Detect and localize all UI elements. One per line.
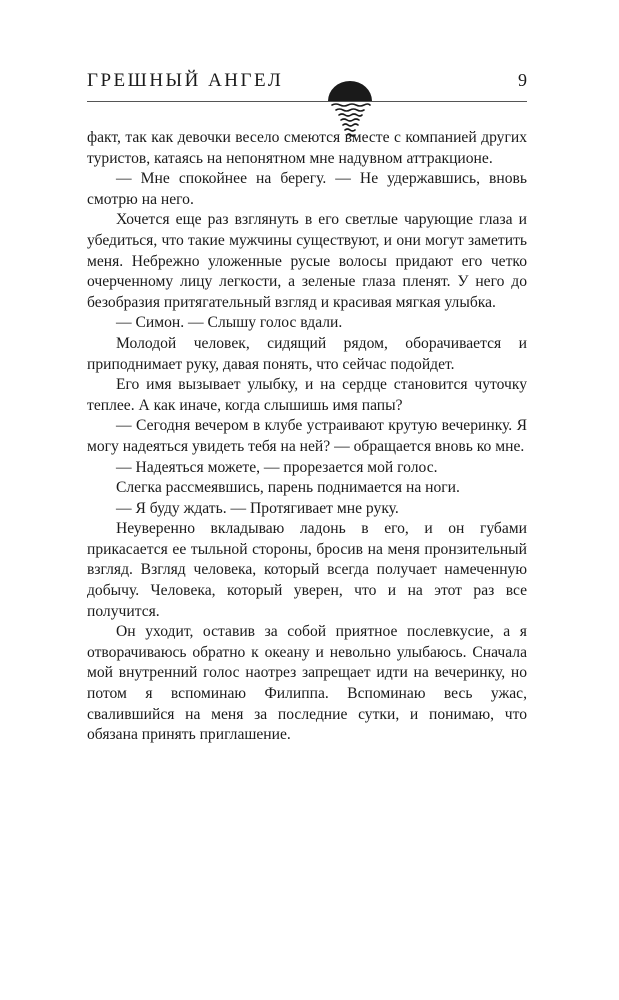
paragraph: Хочется еще раз взглянуть в его светлые чарующие глаза и убедиться, что такие мужчины существуют, и они могут заметить меня. Небрежно уложенные русые волосы придают его четко очерченному лицу легкости, а зеленые глаза пленят. У него до безобразия притягательный взгляд и красивая мягкая улыбка. xyxy=(87,211,527,311)
paragraph: Он уходит, оставив за собой приятное послевкусие, а я отворачиваюсь обратно к океану и невольно улыбаюсь. Сначала мой внутренний голос наотрез запрещает идти на вечеринку, но потом я вспоминаю Филиппа. Вспоминаю весь ужас, свалившийся на меня за последние сутки, и понимаю, что обязана принять приглашение. xyxy=(87,623,527,744)
running-title: ГРЕШНЫЙ АНГЕЛ xyxy=(87,70,284,91)
paragraph: — Мне спокойнее на берегу. — Не удержавшись, вновь смотрю на него. xyxy=(87,170,527,208)
header-rule xyxy=(87,101,527,102)
paragraph: — Надеяться можете, — прорезается мой голос. xyxy=(116,458,438,476)
running-header xyxy=(87,70,527,100)
page-number: 9 xyxy=(518,70,527,90)
paragraph: Его имя вызывает улыбку, и на сердце становится чуточку теплее. А как иначе, когда слышишь имя папы? xyxy=(87,376,527,414)
paragraph: — Я буду ждать. — Протягивает мне руку. xyxy=(116,499,399,517)
paragraph: — Сегодня вечером в клубе устраивают крутую вечеринку. Я могу надеяться увидеть тебя на ней? — обращается вновь ко мне. xyxy=(87,417,527,455)
paragraph: факт, так как девочки весело смеются вместе с компанией других туристов, катаясь на непонятном мне надувном аттракционе. xyxy=(87,129,527,167)
paragraph: Молодой человек, сидящий рядом, оборачивается и приподнимает руку, давая понять, что сейчас подойдет. xyxy=(87,334,527,373)
paragraph: — Симон. — Слышу голос вдали. xyxy=(116,314,343,332)
paragraph: Неуверенно вкладываю ладонь в его, и он губами прикасается ее тыльной стороны, бросив на меня пронзительный взгляд. Взгляд человека, который всегда получает намеченную добычу. Человека, который уверен, что и на этот раз все получится. xyxy=(87,520,527,620)
body-text xyxy=(87,128,527,746)
paragraph: Слегка рассмеявшись, парень поднимается на ноги. xyxy=(116,479,460,497)
